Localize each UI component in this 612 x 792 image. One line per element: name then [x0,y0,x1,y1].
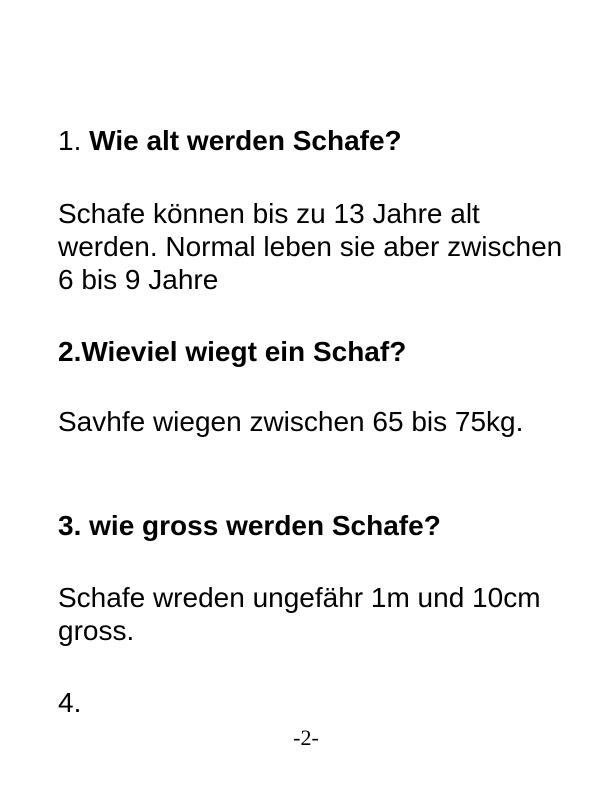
question-3: 3. wie gross werden Schafe? [58,510,441,541]
answer-1: Schafe können bis zu 13 Jahre alt werden. Normal leben sie aber zwischen 6 bis 9 Jahre [58,198,563,295]
answer-3: Schafe wreden ungefähr 1m und 10cm gross. [58,582,541,646]
page-number: -2- [293,725,319,750]
question-2: 2.Wieviel wiegt ein Schaf? [58,336,407,367]
question-1-text: Wie alt werden Schafe? [89,125,402,156]
question-1 [58,124,578,157]
question-4-number: 4. [58,687,82,718]
answer-2: Savhfe wiegen zwischen 65 bis 75kg. [58,406,524,437]
question-1-number: 1. [58,125,82,156]
